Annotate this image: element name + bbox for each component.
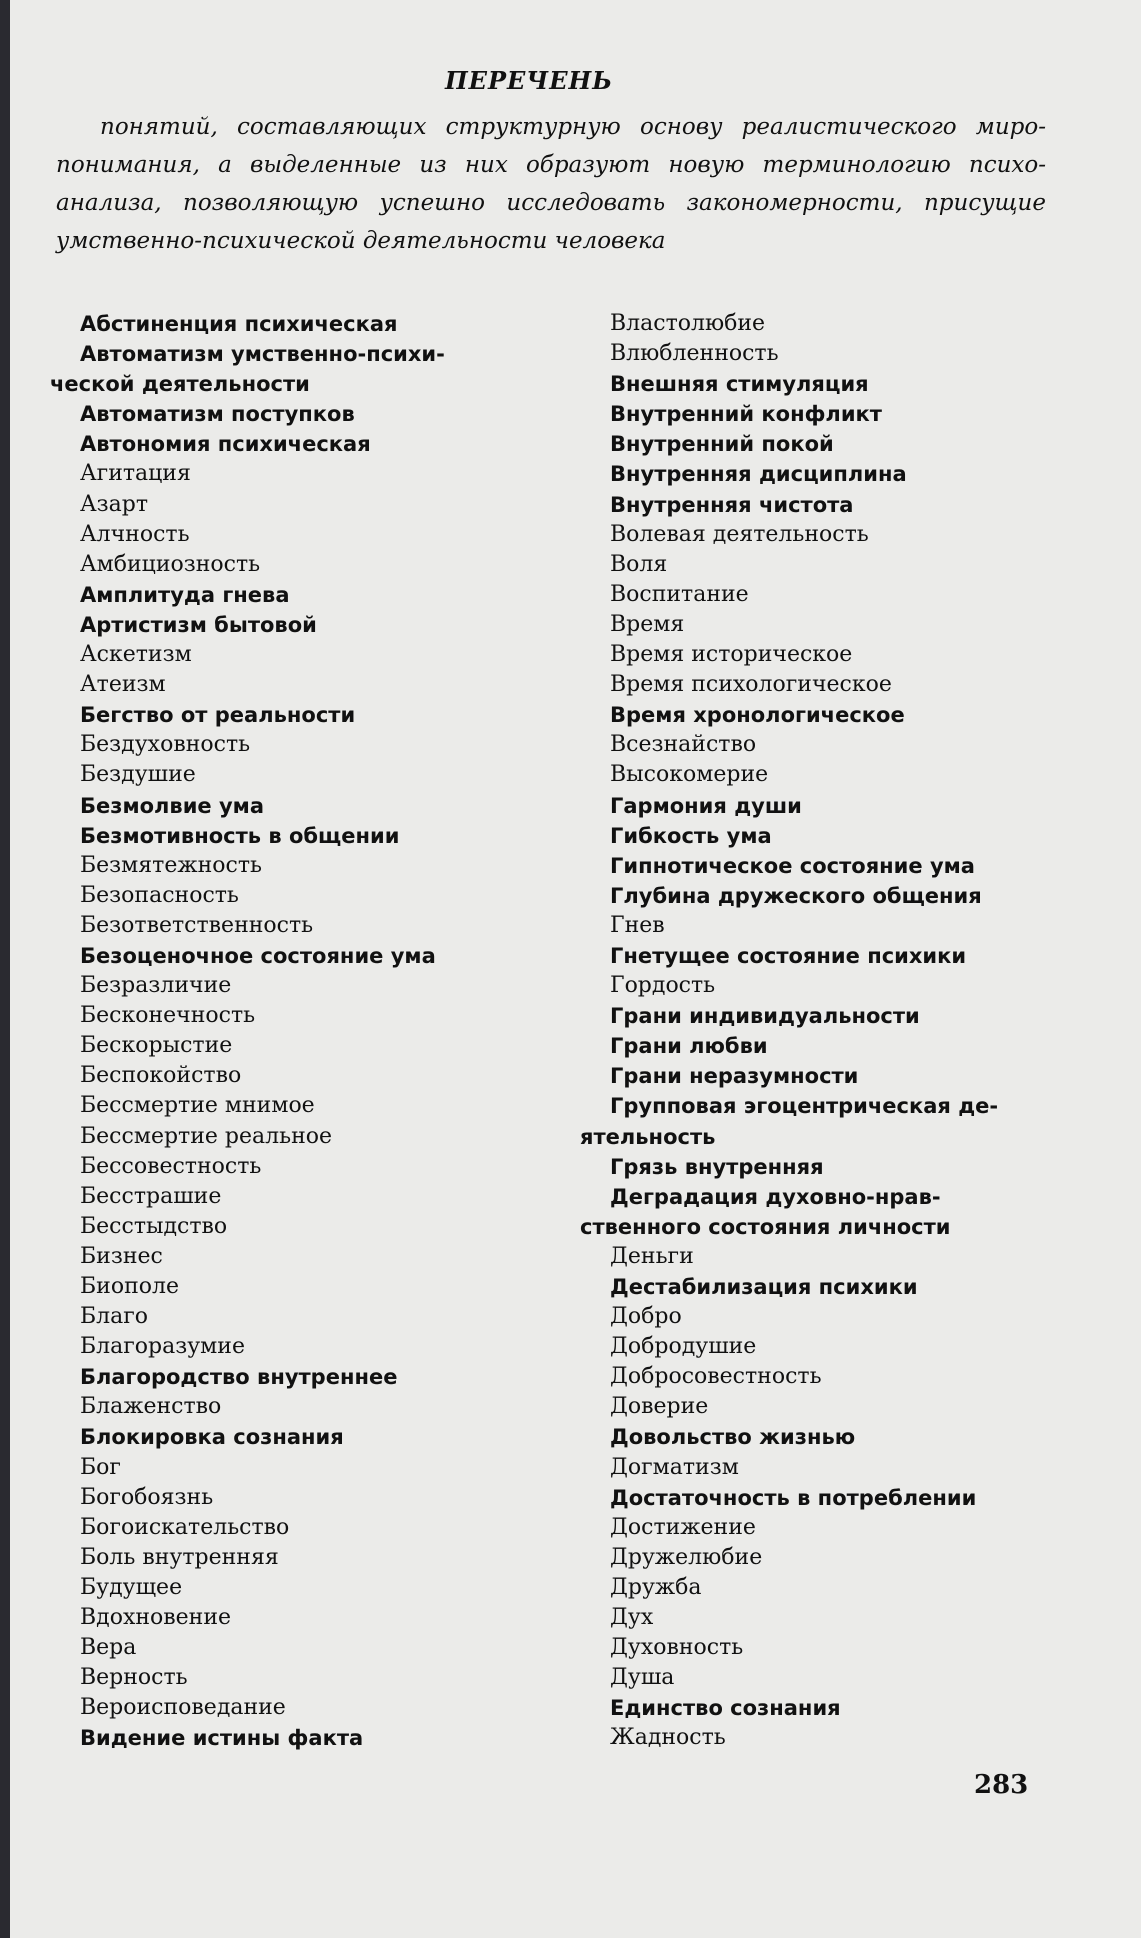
list-item: Агитация	[80, 461, 191, 487]
list-item: Время психологическое	[610, 672, 892, 698]
list-item: Добродушие	[610, 1334, 757, 1360]
list-item: Вероисповедание	[80, 1695, 286, 1721]
list-item: Бесконечность	[80, 1003, 256, 1029]
list-item: Автономия психическая	[80, 432, 371, 457]
list-item: Алчность	[80, 521, 190, 547]
list-item: Глубина дружеского общения	[610, 883, 982, 908]
list-item: Деградация духовно-нрав-	[610, 1184, 941, 1209]
list-item: Добросовестность	[610, 1364, 822, 1390]
list-item: Бог	[80, 1454, 121, 1480]
list-item: Бездушие	[80, 762, 196, 788]
list-item: Богоискательство	[80, 1514, 290, 1540]
list-item: Доверие	[610, 1394, 709, 1420]
list-item: Благоразумие	[80, 1334, 245, 1360]
page-subtitle: понятий, составляющих структурную основу реалистического миро-понимания, а выделенные из них образуют новую терминологию психо-анализа, позволяющую успешно исследовать закономерности, присущие умственно-психической деятельности человека	[56, 114, 1046, 254]
list-item: Бесстрашие	[80, 1183, 222, 1209]
list-item: Время хронологическое	[610, 703, 905, 728]
list-item: Абстиненция психическая	[80, 312, 398, 336]
list-item: Блокировка сознания	[80, 1425, 344, 1450]
list-item: Бегство от реальности	[80, 703, 356, 728]
list-item: Безответственность	[80, 912, 314, 938]
page-title: ПЕРЕЧЕНЬ	[445, 66, 613, 95]
list-item: Автоматизм поступков	[80, 402, 355, 427]
list-item: Достижение	[610, 1514, 756, 1540]
list-item: Дестабилизация психики	[610, 1275, 918, 1299]
right-column	[580, 309, 1050, 1754]
list-item: Воля	[610, 551, 668, 577]
list-item: Внутренняя дисциплина	[610, 462, 907, 487]
list-item: Амплитуда гнева	[80, 582, 290, 607]
list-item: Безмотивность в общении	[80, 823, 400, 848]
list-item: Бессмертие реальное	[80, 1123, 332, 1149]
list-item: Богобоязнь	[80, 1484, 214, 1510]
list-item: ятельность	[580, 1124, 716, 1149]
list-item: Вера	[80, 1635, 137, 1661]
list-item: Добро	[610, 1304, 682, 1330]
list-item: Внутренняя чистота	[610, 492, 854, 517]
list-item: Время историческое	[610, 642, 853, 668]
list-item: Грани любви	[610, 1034, 768, 1059]
list-item: Аскетизм	[80, 642, 192, 668]
list-item: Блаженство	[80, 1394, 222, 1420]
list-item: Гармония души	[610, 793, 802, 818]
list-item: ственного состояния личности	[580, 1214, 951, 1239]
list-item: Грязь внутренняя	[610, 1154, 824, 1179]
list-item: Гибкость ума	[610, 823, 772, 848]
list-item: Азарт	[80, 491, 149, 517]
list-item: Гипнотическое состояние ума	[610, 853, 975, 878]
list-item: Безоценочное состояние ума	[80, 943, 436, 968]
list-item: Властолюбие	[610, 311, 766, 336]
list-item: Догматизм	[610, 1454, 739, 1480]
list-item: Безразличие	[80, 973, 232, 999]
list-item: Достаточность в потреблении	[610, 1485, 977, 1510]
list-item: Бессовестность	[80, 1153, 262, 1179]
list-item: Всезнайство	[610, 732, 757, 758]
binding-edge	[0, 0, 10, 1938]
list-item: Внешняя стимуляция	[610, 372, 869, 397]
list-item: Дружелюбие	[610, 1544, 763, 1570]
list-item: Безмолвие ума	[80, 793, 265, 818]
list-item: Единство сознания	[610, 1696, 841, 1721]
list-item: Время	[610, 611, 685, 637]
list-item: Автоматизм умственно-психи-	[80, 342, 445, 367]
list-item: Жадность	[610, 1725, 726, 1751]
list-item: Внутренний конфликт	[610, 402, 882, 427]
list-item: Влюбленность	[610, 341, 779, 367]
list-item: Будущее	[80, 1574, 183, 1600]
list-item: Довольство жизнью	[610, 1425, 856, 1450]
list-item: Безмятежность	[80, 852, 262, 878]
list-item: Гордость	[610, 973, 716, 999]
list-item: Верность	[80, 1665, 188, 1691]
list-item: Дружба	[610, 1574, 702, 1600]
list-item: Деньги	[610, 1243, 694, 1269]
list-item: Гнев	[610, 912, 665, 938]
list-item: Бескорыстие	[80, 1033, 233, 1059]
list-item: Амбициозность	[80, 551, 261, 577]
list-item: Бизнес	[80, 1243, 163, 1269]
list-item: Биополе	[80, 1274, 179, 1299]
list-item: Бездуховность	[80, 732, 251, 758]
list-item: Духовность	[610, 1635, 744, 1661]
list-item: Гнетущее состояние психики	[610, 943, 967, 968]
list-item: Видение истины факта	[80, 1726, 364, 1751]
list-item: Благородство внутреннее	[80, 1365, 398, 1390]
list-item: Бесстыдство	[80, 1213, 228, 1239]
list-item: Групповая эгоцентрическая де-	[610, 1094, 999, 1119]
list-item: Грани неразумности	[610, 1064, 859, 1089]
list-item: Дух	[610, 1605, 654, 1631]
list-item: Безопасность	[80, 882, 239, 908]
list-item: Волевая деятельность	[610, 521, 869, 547]
left-column	[50, 309, 500, 1754]
list-item: Бессмертие мнимое	[80, 1093, 315, 1119]
list-item: Беспокойство	[80, 1063, 242, 1089]
list-item: Воспитание	[610, 581, 749, 607]
list-item: Высокомерие	[610, 762, 769, 788]
list-item: Артистизм бытовой	[80, 612, 317, 637]
list-item: ческой деятельности	[50, 372, 310, 397]
list-item: Душа	[610, 1665, 675, 1691]
list-item: Атеизм	[80, 672, 166, 698]
list-item: Боль внутренняя	[80, 1544, 279, 1570]
list-item: Благо	[80, 1304, 149, 1330]
page-number: 283	[974, 1770, 1029, 1800]
list-item: Внутренний покой	[610, 432, 834, 457]
list-item: Вдохновение	[80, 1605, 232, 1631]
list-item: Грани индивидуальности	[610, 1004, 920, 1029]
